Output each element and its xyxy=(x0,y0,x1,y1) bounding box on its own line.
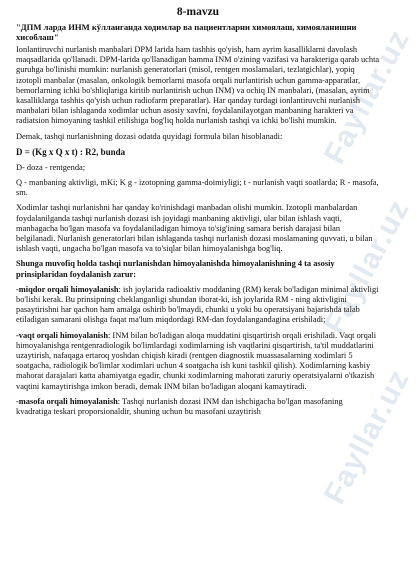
principle-distance-label: -masofa orqali himoyalanish xyxy=(16,396,118,406)
principle-distance-text: : Tashqi nurlanish dozasi INM dan ishchigacha bo'lgan masofaning kvadratiga teskari proporsionaldir, shuning uchun bu masofani uzaytirish xyxy=(16,396,343,417)
principle-time xyxy=(16,331,380,392)
watermark-text: Fayllar.uz xyxy=(317,24,416,170)
paragraph-external-dose: Xodimlar tashqi nurlanishni har qanday ko'rinishdagi manbadan olishi mumkin. Izotopli manbalardan foydalanilganda tashqi nurlanish dozasi ish joyidagi manbaning aktivligi, ular bilan ishlash vaqti, manbagacha bo'lgan masofa va foydalaniladigan himoya to'sig'ining samara berish darajasi bilan belgilanadi. Nurlanish generatorlari bilan ishlaganda tashqi nurlanish dozasi moslamaning quvvati, u bilan ishlash vaqti, ungacha bo'lgan masofa va to'siqlar bilan himoyalanishga bog'liq. xyxy=(16,203,373,254)
formula-def-vars: Q - manbaning aktivligi, mKi; K g - izotopning gamma-doimiyligi; t - nurlanish vaqti soatlarda; R - masofa, sm. xyxy=(16,178,379,198)
paragraph-principles: Shunga muvofiq holda tashqi nurlanishdan himoyalanishda himoyalanishning 4 ta asosiy prinsiplaridan foydalanish zarur: xyxy=(16,259,335,279)
watermark-text: Fayllar.uz xyxy=(317,364,416,510)
dose-formula: D = (Kg x Q x t) : R2, bunda xyxy=(16,146,126,157)
formula-def-d: D- doza - rentgenda; xyxy=(16,162,86,172)
watermark-text: Fayllar.uz xyxy=(317,194,416,340)
document-subtitle: "ДПМ ларда ИНМ кўлланганда ходимлар ва пациентларни химоялаш, химояланишни хисоблаш" xyxy=(16,22,357,42)
principle-quantity-label: -miqdor orqali himoyalanish xyxy=(16,284,119,294)
principle-quantity xyxy=(16,285,380,326)
page-title: 8-mavzu xyxy=(176,6,220,18)
principle-time-text: : INM bilan bo'ladigan aloqa muddatini qisqartirish orqali erishiladi. Vaqt orqali himoyalanishga rentgenradiologik bo'limlardagi xodimlarning ish vaqtlarini qisqartirish, ta'til muddatlarini uzaytirish, nafaqaga ertaroq yoshdan chiqish kiradi (rentgen diagnostik muassasalarning xodimlari 5 soatgacha, radiologik bo'limlar xodimlari uchun 4 soatgacha ish kuni tashkil qilish). Xodimlarning kasbiy mahorat darajalari katta ahamiyatga egadir, chunki xodimlarning mahorati zaruriy operatsiyalarni o'tkazish vaqtini kamaytirishga imkon beradi, demak INM bilan bo'ladigan aloqani kamaytiradi. xyxy=(16,330,377,391)
principle-time-label: -vaqt orqali himoyalanish xyxy=(16,330,108,340)
document-page xyxy=(16,6,380,422)
paragraph-formula-intro: Demak, tashqi nurlanishning dozasi odatda quyidagi formula bilan hisoblanadi: xyxy=(16,131,283,141)
principle-distance xyxy=(16,397,380,417)
paragraph-intro: Ionlantiruvchi nurlanish manbalari DPM larida ham tashhis qo'yish, ham ayrim kasalliklarni davolash maqsadlarida qo'llanadi. DPM-larida qo'llanadigan hamma INM o'zining vazifasi va harakteriga qarab uchta guruhga bo'linishi mumkin: nurlanish generatorlari (misol, rentgen moslamalari, tezlatgichlar), yopiq izotopli manbalar (masalan, onkologik bemorlarni masofa orqali nurlantirish uchun gamma-apparatlar, bemorlarning ichki bo'shliqlariga kiritib nurlantirish uchun INM) va ochiq IN manbalari, (masalan, ayrim kasalliklarga tashhis qo'yish uchun radiofarm preparatlar). Har qanday turdagi ionlantiruvchi nurlanish manbalari bilan ishlaganda xodimlar uchun asosiy xavfni, foydalanilayotgan manbaning harakteri va radiatsion himoyaning tashkil etilishiga bog'liq holda nurlanish tashqi va ichki bo'lishi mumkin. xyxy=(16,45,380,126)
principle-quantity-text: : ish joylarida radioaktiv moddaning (RM) kerak bo'ladigan minimal aktivligi bo'lishi kerak. Bu prinsipning cheklanganligi shundan iborat-ki, ish joylarida RM - ning aktivligini pasaytirishni har qachon ham amalga oshirib bo'lmaydi, chunki u yoki bu operatsiyani bajarishda talab etiladigan samarani olishga faqat ma'lum miqdordagi RM-dan foydalangandagina erishiladi; xyxy=(16,284,379,325)
